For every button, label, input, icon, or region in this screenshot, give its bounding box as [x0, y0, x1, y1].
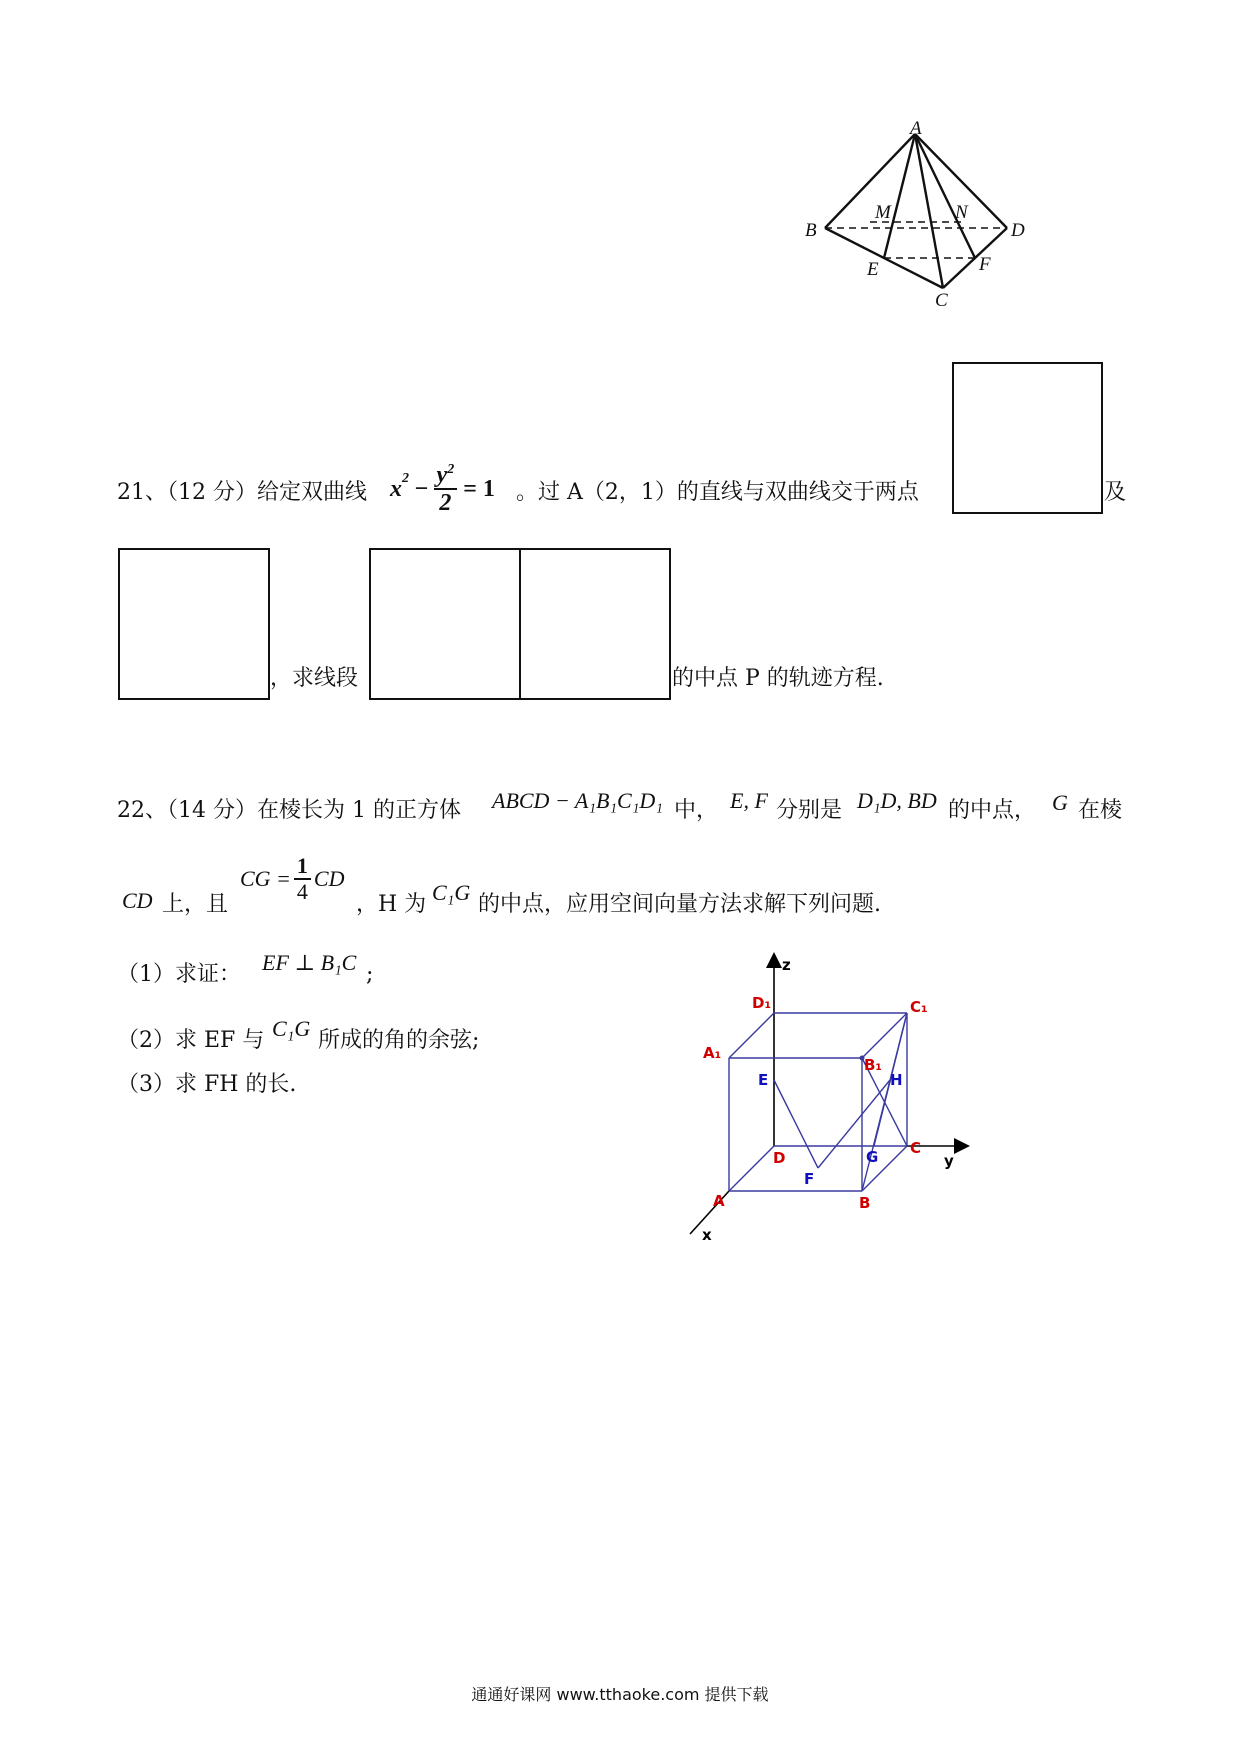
vertex-label-C: C — [910, 1139, 922, 1157]
point-label-G: G — [866, 1148, 879, 1166]
q21-number: 21、 — [117, 480, 167, 505]
placeholder-box-2 — [118, 548, 270, 700]
q22-part1-end: ; — [366, 962, 374, 987]
label-N: N — [955, 202, 968, 223]
q22-score: （14 分） — [167, 798, 257, 823]
eq-minus: − — [414, 475, 429, 502]
axis-label-z: z — [782, 956, 791, 974]
point-label-E: E — [758, 1071, 769, 1089]
label-M: M — [875, 202, 891, 223]
q22-cg-den: 4 — [296, 879, 308, 905]
q22-text-h: 的中点，应用空间向量方法求解下列问题. — [478, 892, 881, 917]
q22-part2-label: （2）求 EF 与 — [117, 1028, 265, 1053]
q22-text-d: 的中点， — [948, 798, 1037, 823]
q22-cg-num: 1 — [294, 854, 311, 880]
q22-cd: CD — [122, 888, 153, 913]
q22-part1 — [117, 964, 241, 986]
q22-text-f: 上，且 — [162, 892, 229, 917]
cube-figure — [680, 950, 980, 1250]
point-label-F: F — [804, 1170, 815, 1188]
eq-den: 2 — [439, 490, 452, 517]
vertex-label-A1: A₁ — [703, 1044, 722, 1062]
q21-text-a: 给定双曲线 — [257, 480, 368, 505]
q22-text-a: 在棱长为 1 的正方体 — [257, 798, 461, 823]
q22-part1-label: （1）求证： — [117, 962, 241, 987]
q21-text-c: ，求线段 — [270, 666, 359, 691]
eq-rhs: = 1 — [463, 475, 495, 502]
eq-x-exp: 2 — [402, 471, 409, 487]
label-C: C — [935, 290, 948, 310]
q22-text-e: 在棱 — [1078, 798, 1123, 823]
q22-c1g: C₁G — [432, 880, 471, 905]
label-A: A — [910, 120, 922, 139]
q22-d1d-bd: D₁D, BD — [857, 788, 937, 813]
q22-cg-equation — [240, 854, 344, 904]
q22-number: 22、 — [117, 798, 167, 823]
placeholder-box-4 — [519, 548, 671, 700]
label-D: D — [1011, 220, 1025, 241]
q22-part2-math: C₁G — [272, 1016, 311, 1041]
q22-cg-fraction — [294, 854, 311, 904]
q21-text-d: 的中点 P 的轨迹方程. — [672, 666, 884, 691]
vertex-label-D1: D₁ — [752, 994, 772, 1012]
vertex-label-B: B — [859, 1194, 871, 1212]
q22-g: G — [1052, 790, 1068, 815]
eq-x: x — [390, 475, 402, 502]
vertex-label-C1: C₁ — [910, 998, 928, 1016]
q22-line1 — [117, 800, 461, 822]
q22-cube-name: ABCD − A₁B₁C₁D₁ — [492, 788, 663, 813]
q22-part2-end: 所成的角的余弦; — [318, 1028, 480, 1053]
q22-cg-lhs: CG = — [240, 866, 291, 892]
eq-y-exp: 2 — [447, 462, 455, 477]
q21-text-b: 。过 A（2，1）的直线与双曲线交于两点 — [516, 480, 919, 505]
q21-text-and: 及 — [1104, 480, 1127, 505]
axis-label-y: y — [944, 1152, 954, 1170]
page-footer: 通通好课网 www.tthaoke.com 提供下载 — [471, 1685, 769, 1704]
q22-part3: （3）求 FH 的长. — [117, 1072, 297, 1097]
q22-part1-math: EF ⊥ B₁C — [262, 950, 357, 975]
vertex-label-B1: B₁ — [864, 1056, 883, 1074]
placeholder-box-1 — [952, 362, 1103, 514]
eq-fraction — [434, 462, 458, 517]
q21-equation — [390, 462, 495, 517]
q22-text-b: 中， — [674, 798, 719, 823]
q21-score: （12 分） — [167, 480, 257, 505]
point-label-H: H — [890, 1071, 903, 1089]
q22-ef: E, F — [730, 788, 768, 813]
eq-y: y — [436, 462, 448, 488]
axis-label-x: x — [702, 1226, 712, 1244]
vertex-label-D: D — [773, 1149, 786, 1167]
label-B: B — [805, 220, 817, 241]
vertex-label-A: A — [713, 1192, 725, 1210]
q22-cg-rhs: CD — [313, 866, 345, 892]
q22-text-c: 分别是 — [776, 798, 843, 823]
placeholder-box-3 — [369, 548, 521, 700]
q22-text-g: ，H 为 — [356, 892, 427, 917]
label-F: F — [979, 254, 991, 275]
label-E: E — [867, 259, 879, 280]
q21-line1 — [117, 482, 367, 504]
tetrahedron-figure — [795, 120, 1045, 310]
